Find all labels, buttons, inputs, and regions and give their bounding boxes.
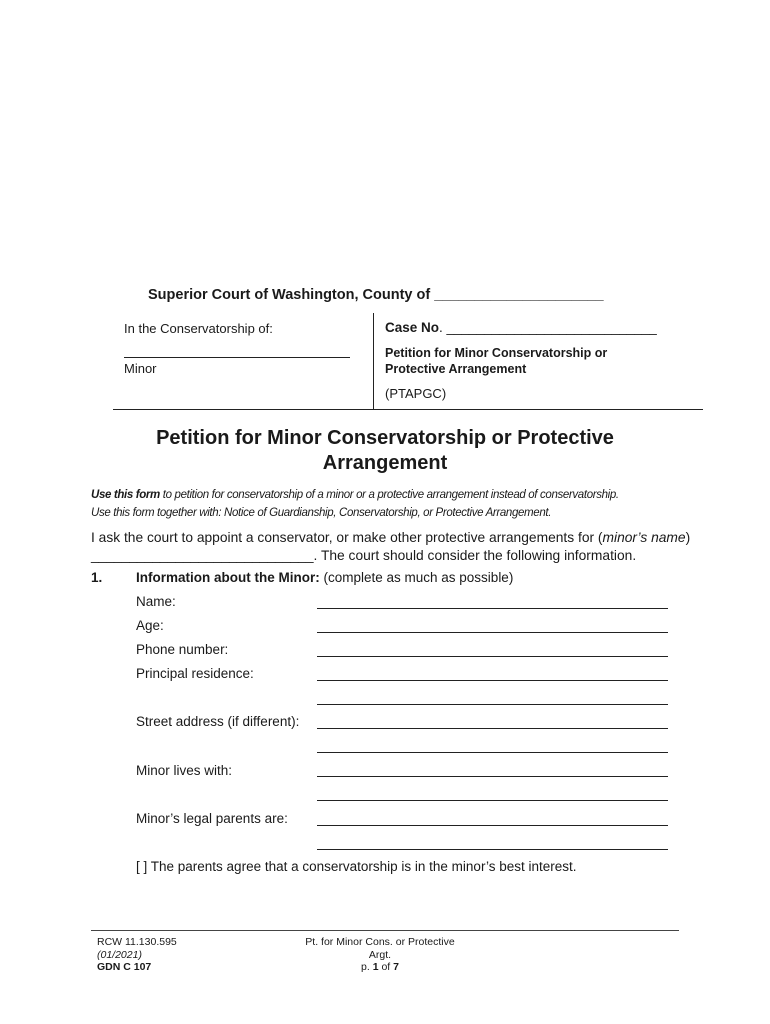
- minor-name-blank[interactable]: _____________________________: [91, 548, 314, 563]
- page-total: 7: [393, 961, 399, 973]
- footer-date: (01/2021): [97, 948, 142, 961]
- page-current: 1: [372, 961, 379, 973]
- party-name-line[interactable]: [124, 357, 350, 358]
- field-label-lives-with: Minor lives with:: [136, 763, 233, 778]
- page-title-line1: Petition for Minor Conservatorship or Protective: [156, 427, 614, 449]
- request-paragraph: [91, 529, 711, 565]
- instructions-line1-rest: to petition for conservatorship of a minor or a protective arrangement instead of conservatorship.: [159, 489, 619, 501]
- field-line-parents-2[interactable]: [317, 849, 668, 850]
- field-line-lives-with-2[interactable]: [317, 800, 668, 801]
- field-line-street-1[interactable]: [317, 728, 668, 729]
- field-label-age: Age:: [136, 618, 164, 633]
- case-number[interactable]: [385, 320, 657, 335]
- field-line-street-2[interactable]: [317, 752, 668, 753]
- field-line-parents-1[interactable]: [317, 825, 668, 826]
- case-number-label: Case No: [385, 320, 440, 335]
- court-heading: Superior Court of Washington, County of _____________________: [148, 287, 604, 303]
- field-line-age[interactable]: [317, 632, 668, 633]
- field-line-phone[interactable]: [317, 656, 668, 657]
- caption-in-the: In the Conservatorship of:: [124, 321, 273, 336]
- field-line-name[interactable]: [317, 608, 668, 609]
- section-number: 1.: [91, 570, 103, 585]
- caption-title-line2: Protective Arrangement: [385, 362, 527, 376]
- footer-form-id: GDN C 107: [97, 961, 152, 973]
- instructions-bold: Use this form: [91, 489, 160, 501]
- page-prefix: p.: [361, 961, 373, 973]
- footer-form-short-title: Pt. for Minor Cons. or Protective: [305, 936, 455, 948]
- field-line-residence-1[interactable]: [317, 680, 668, 681]
- caption-title-line1: Petition for Minor Conservatorship or: [385, 346, 608, 360]
- caption-divider-vertical: [373, 313, 374, 410]
- caption-divider-horizontal: [113, 409, 703, 410]
- field-line-residence-2[interactable]: [317, 704, 668, 705]
- footer-left: [97, 936, 177, 974]
- page-of: of: [378, 961, 394, 973]
- field-label-phone: Phone number:: [136, 642, 229, 657]
- footer-divider: [91, 930, 679, 931]
- section-heading: [136, 570, 513, 585]
- footer-rcw: RCW 11.130.595: [97, 936, 177, 948]
- footer-center: [290, 936, 470, 974]
- request-part3: ): [685, 530, 691, 545]
- request-minor-name-hint: minor’s name: [602, 530, 686, 545]
- page-title: [0, 426, 770, 476]
- page-number: [290, 961, 470, 974]
- caption-party-role: Minor: [124, 361, 157, 376]
- footer-form-short-title-2: Argt.: [368, 948, 392, 961]
- parents-agree-checkbox[interactable]: [ ] The parents agree that a conservatorship is in the minor’s best interest.: [136, 859, 577, 874]
- caption-form-title: [385, 345, 607, 377]
- instructions-line1: [91, 489, 619, 501]
- section-heading-bold: Information about the Minor:: [136, 570, 320, 585]
- page-title-line2: Arrangement: [322, 452, 448, 474]
- field-line-lives-with-1[interactable]: [317, 776, 668, 777]
- request-part1: I ask the court to appoint a conservator, or make other protective arrangements for (: [91, 530, 603, 545]
- section-heading-rest: (complete as much as possible): [319, 570, 514, 585]
- case-number-blank[interactable]: . ____________________________: [439, 320, 657, 335]
- instructions-line2: Use this form together with: Notice of Guardianship, Conservatorship, or Protective Arrangement.: [91, 507, 552, 519]
- field-label-name: Name:: [136, 594, 176, 609]
- field-label-residence: Principal residence:: [136, 666, 254, 681]
- field-label-street-address: Street address (if different):: [136, 714, 300, 729]
- field-label-legal-parents: Minor’s legal parents are:: [136, 811, 288, 826]
- request-part4: . The court should consider the following information.: [313, 548, 637, 563]
- form-code: (PTAPGC): [385, 386, 447, 401]
